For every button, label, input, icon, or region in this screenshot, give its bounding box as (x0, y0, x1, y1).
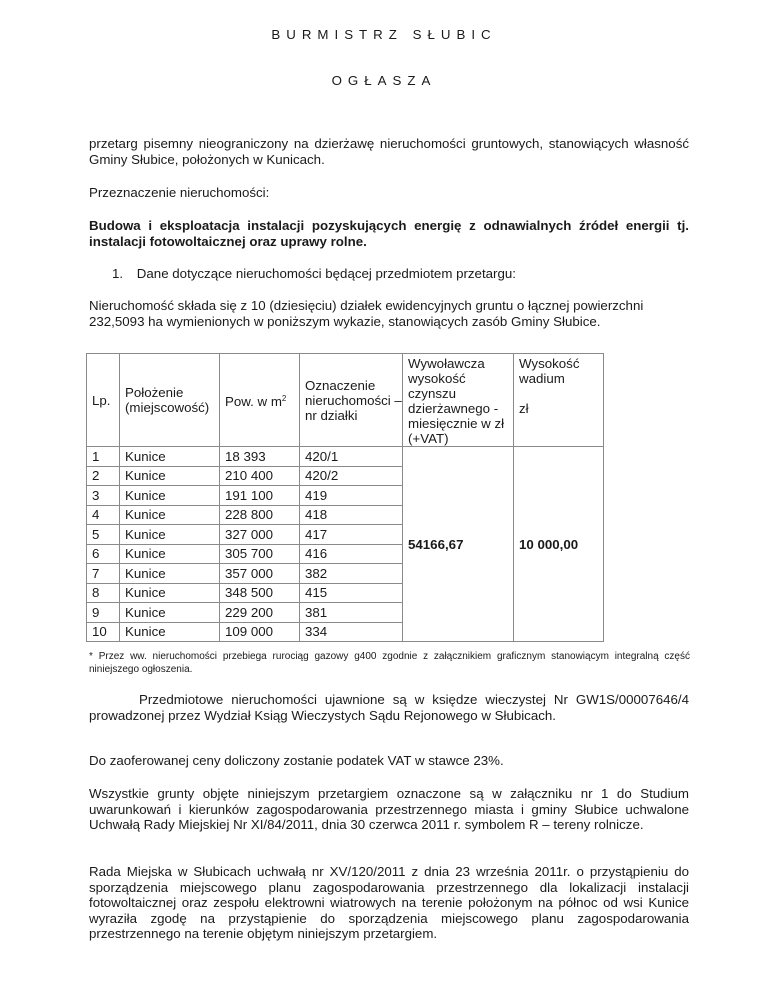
cell-location: Kunice (120, 447, 220, 467)
section-1-heading (112, 266, 516, 281)
section-title: Dane dotyczące nieruchomości będącej przedmiotem przetargu: (136, 266, 516, 281)
cell-plot: 381 (300, 603, 403, 623)
cell-location: Kunice (120, 603, 220, 623)
property-table (86, 353, 604, 642)
table-header-row (87, 354, 604, 447)
cell-area: 18 393 (220, 447, 300, 467)
cell-area: 191 100 (220, 486, 300, 506)
footnote: * Przez ww. nieruchomości przebiega rurociąg gazowy g400 zgodnie z załącznikiem graficznym stanowiącym integralną część niniejszego ogłoszenia. (89, 651, 690, 675)
cell-location: Kunice (120, 505, 220, 525)
cell-deposit-value: 10 000,00 (514, 447, 604, 642)
cell-area: 305 700 (220, 544, 300, 564)
cell-location: Kunice (120, 486, 220, 506)
cell-lp: 6 (87, 544, 120, 564)
cell-lp: 7 (87, 564, 120, 584)
section-number: 1. (112, 266, 124, 281)
header-plot: Oznaczenie nieruchomości – nr działki (300, 354, 403, 447)
purpose-label: Przeznaczenie nieruchomości: (89, 185, 270, 200)
cell-area: 210 400 (220, 466, 300, 486)
cell-rent-value: 54166,67 (403, 447, 514, 642)
vat-note: Do zaoferowanej ceny doliczony zostanie podatek VAT w stawce 23%. (89, 753, 504, 768)
cell-plot: 334 (300, 622, 403, 642)
cell-lp: 1 (87, 447, 120, 467)
cell-lp: 2 (87, 466, 120, 486)
property-description: Nieruchomość składa się z 10 (dziesięciu) działek ewidencyjnych gruntu o łącznej powierzchni 232,5093 ha wymienionych w poniższym wykazie, stanowiących zasób Gminy Słubice. (89, 298, 644, 329)
header-area-superscript: 2 (281, 394, 287, 403)
cell-lp: 4 (87, 505, 120, 525)
cell-plot: 420/1 (300, 447, 403, 467)
cell-lp: 9 (87, 603, 120, 623)
header-area-label: Pow. w m (225, 394, 282, 409)
header-deposit-unit: zł (519, 401, 529, 416)
issuer-heading: BURMISTRZ SŁUBIC (271, 27, 497, 42)
purpose-text: Budowa i eksploatacja instalacji pozyskujących energię z odnawialnych źródeł energii tj. instalacji fotowoltaicznej oraz uprawy rolne. (89, 218, 689, 249)
announcement-heading: OGŁASZA (331, 73, 437, 88)
land-register-paragraph: Przedmiotowe nieruchomości ujawnione są w księdze wieczystej Nr GW1S/00007646/4 prowadzonej przez Wydział Ksiąg Wieczystych Sądu Rejonowego w Słubicach. (89, 692, 689, 723)
zoning-study-paragraph: Wszystkie grunty objęte niniejszym przetargiem oznaczone są w załączniku nr 1 do Studium uwarunkowań i kierunków zagospodarowania przestrzennego miasta i gminy Słubice uchwalone Uchwałą Rady Miejskiej Nr XI/84/2011, dnia 30 czerwca 2011 r. symbolem R – tereny rolnicze. (89, 786, 689, 832)
cell-location: Kunice (120, 544, 220, 564)
cell-lp: 5 (87, 525, 120, 545)
cell-lp: 3 (87, 486, 120, 506)
cell-area: 327 000 (220, 525, 300, 545)
cell-area: 229 200 (220, 603, 300, 623)
header-area (220, 354, 300, 447)
cell-area: 357 000 (220, 564, 300, 584)
cell-plot: 415 (300, 583, 403, 603)
cell-location: Kunice (120, 525, 220, 545)
intro-paragraph: przetarg pisemny nieograniczony na dzierżawę nieruchomości gruntowych, stanowiących własność Gminy Słubice, położonych w Kunicach. (89, 136, 689, 167)
header-deposit-title: Wysokość wadium (519, 356, 580, 386)
header-location: Położenie (miejscowość) (120, 354, 220, 447)
cell-location: Kunice (120, 622, 220, 642)
cell-area: 228 800 (220, 505, 300, 525)
cell-plot: 418 (300, 505, 403, 525)
cell-plot: 416 (300, 544, 403, 564)
cell-location: Kunice (120, 583, 220, 603)
header-lp: Lp. (87, 354, 120, 447)
table-row (87, 447, 604, 467)
table-body (87, 447, 604, 642)
cell-lp: 10 (87, 622, 120, 642)
cell-plot: 420/2 (300, 466, 403, 486)
header-deposit (514, 354, 604, 447)
cell-location: Kunice (120, 466, 220, 486)
cell-lp: 8 (87, 583, 120, 603)
cell-plot: 419 (300, 486, 403, 506)
cell-location: Kunice (120, 564, 220, 584)
header-rent: Wywoławcza wysokość czynszu dzierżawnego - miesięcznie w zł (+VAT) (403, 354, 514, 447)
cell-area: 348 500 (220, 583, 300, 603)
cell-area: 109 000 (220, 622, 300, 642)
council-resolution-paragraph: Rada Miejska w Słubicach uchwałą nr XV/120/2011 z dnia 23 września 2011r. o przystąpieniu do sporządzenia miejscowego planu zagospodarowania przestrzennego dla lokalizacji instalacji fotowoltaicznej oraz zespołu elektrowni wiatrowych na terenie położonym na północ od wsi Kunice wyraziła zgodę na przystąpienie do sporządzenia miejscowego planu zagospodarowania przestrzennego na terenie objętym niniejszym przetargiem. (89, 864, 689, 941)
cell-plot: 417 (300, 525, 403, 545)
cell-plot: 382 (300, 564, 403, 584)
